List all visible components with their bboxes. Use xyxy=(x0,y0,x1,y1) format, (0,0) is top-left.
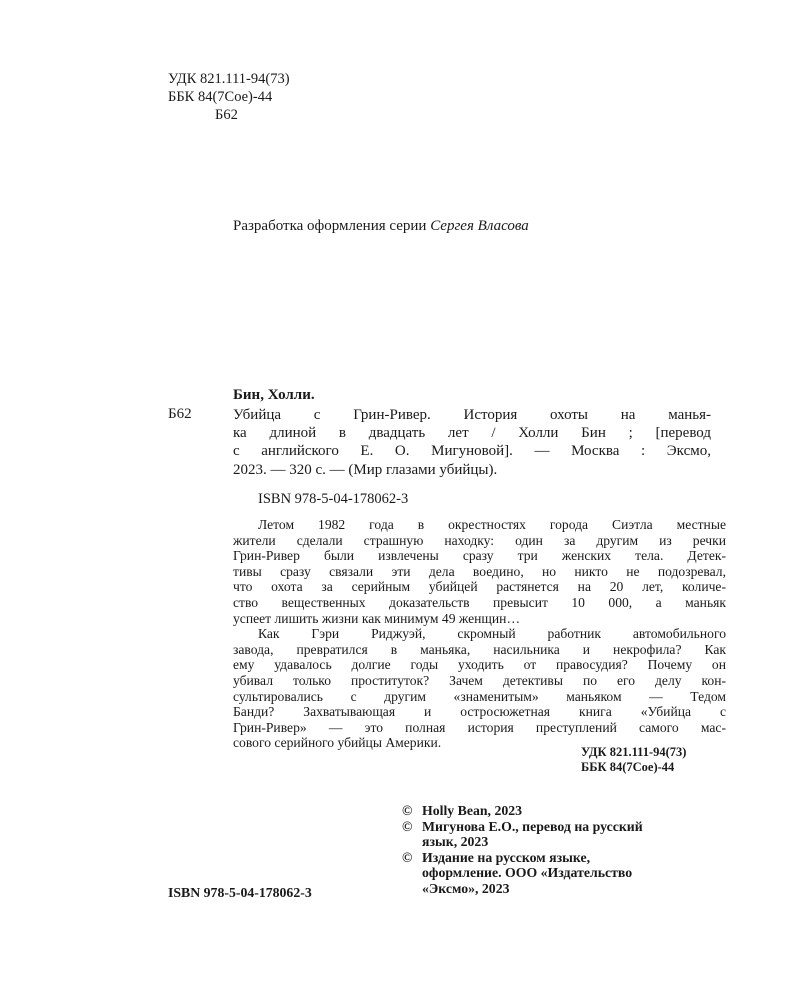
annotation-line: завода, превратился в маньяка, насильника и некрофила? Как xyxy=(233,641,726,657)
annotation-paragraph-2 xyxy=(233,626,726,751)
udk-code: УДК 821.111-94(73) xyxy=(168,71,290,87)
copyright-line: Мигунова Е.О., перевод на русский xyxy=(422,818,643,834)
copyright-line: Издание на русском языке, xyxy=(422,849,591,865)
annotation-udk: УДК 821.111-94(73) xyxy=(581,745,687,759)
isbn-bottom: ISBN 978-5-04-178062-3 xyxy=(168,885,312,900)
bib-author-mark: Б62 xyxy=(168,406,192,422)
copyright-entry xyxy=(402,803,732,819)
copyright-line: оформление. ООО «Издательство xyxy=(422,865,633,880)
bib-line: Убийца с Грин-Ривер. История охоты на манья- xyxy=(233,407,711,423)
bbk-code: ББК 84(7Сое)-44 xyxy=(168,89,273,105)
bib-isbn: ISBN 978-5-04-178062-3 xyxy=(258,491,409,507)
annotation-line: Грин-Ривер» — это полная история преступлений самого мас- xyxy=(233,719,726,735)
series-design-text: Разработка оформления серии xyxy=(233,218,431,234)
annotation-line: Грин-Ривер были извлечены сразу три женских тела. Детек- xyxy=(233,548,726,564)
annotation-line: Летом 1982 года в окрестностях города Сиэтла местные xyxy=(258,517,726,532)
annotation-line: что охота за серийным убийцей растянется на 20 лет, количе- xyxy=(233,579,726,595)
annotation-bbk: ББК 84(7Сое)-44 xyxy=(581,760,675,774)
copyright-entry xyxy=(402,850,732,897)
top-classification-codes xyxy=(168,70,290,124)
copyright-block xyxy=(402,803,732,896)
annotation-line: жители сделали страшную находку: один за другим из речки xyxy=(233,532,726,548)
author-mark: Б62 xyxy=(215,107,238,123)
annotation-codes xyxy=(581,745,686,775)
annotation-line: успеет лишить жизни как минимум 49 женщин… xyxy=(233,610,521,626)
copyright-entry xyxy=(402,819,732,850)
series-design-credit xyxy=(233,216,529,236)
annotation-line: ство вещественных доказательств превысит 10 000, а маньяк xyxy=(233,594,726,610)
bib-line: ка длиной в двадцать лет / Холли Бин ; [перевод xyxy=(233,425,711,442)
annotation-line: убивал только проституток? Зачем детективы по его делу кон- xyxy=(233,672,726,688)
annotation-line: ему удавалось долгие годы уходить от правосудия? Почему он xyxy=(233,657,726,673)
annotation-line: сового серийного убийцы Америки. xyxy=(233,735,442,751)
bib-line: 2023. — 320 с. — (Мир глазами убийцы). xyxy=(233,461,498,478)
series-designer-name: Сергея Власова xyxy=(430,218,529,234)
copyright-line: «Эксмо», 2023 xyxy=(422,880,510,896)
copyright-symbol: © xyxy=(402,849,413,865)
annotation-line: сультировались с другим «знаменитым» маньяком — Тедом xyxy=(233,688,726,704)
copyright-line: язык, 2023 xyxy=(422,834,489,849)
copyright-symbol: © xyxy=(402,818,413,834)
annotation-line: Как Гэри Риджуэй, скромный работник автомобильного xyxy=(258,626,726,642)
annotation-line: тивы сразу связали эти дела воедино, но никто не подозревал, xyxy=(233,563,726,579)
copyright-symbol: © xyxy=(402,803,413,818)
copyright-line: Holly Bean, 2023 xyxy=(422,803,523,818)
bib-line: с английского Е. О. Мигуновой]. — Москва : Эксмо, xyxy=(233,443,711,460)
bib-description xyxy=(233,406,711,479)
bib-author: Бин, Холли. xyxy=(233,387,315,403)
annotation xyxy=(233,517,726,751)
annotation-paragraph-1 xyxy=(233,517,726,626)
annotation-line: Банди? Захватывающая и остросюжетная книга «Убийца с xyxy=(233,704,726,720)
